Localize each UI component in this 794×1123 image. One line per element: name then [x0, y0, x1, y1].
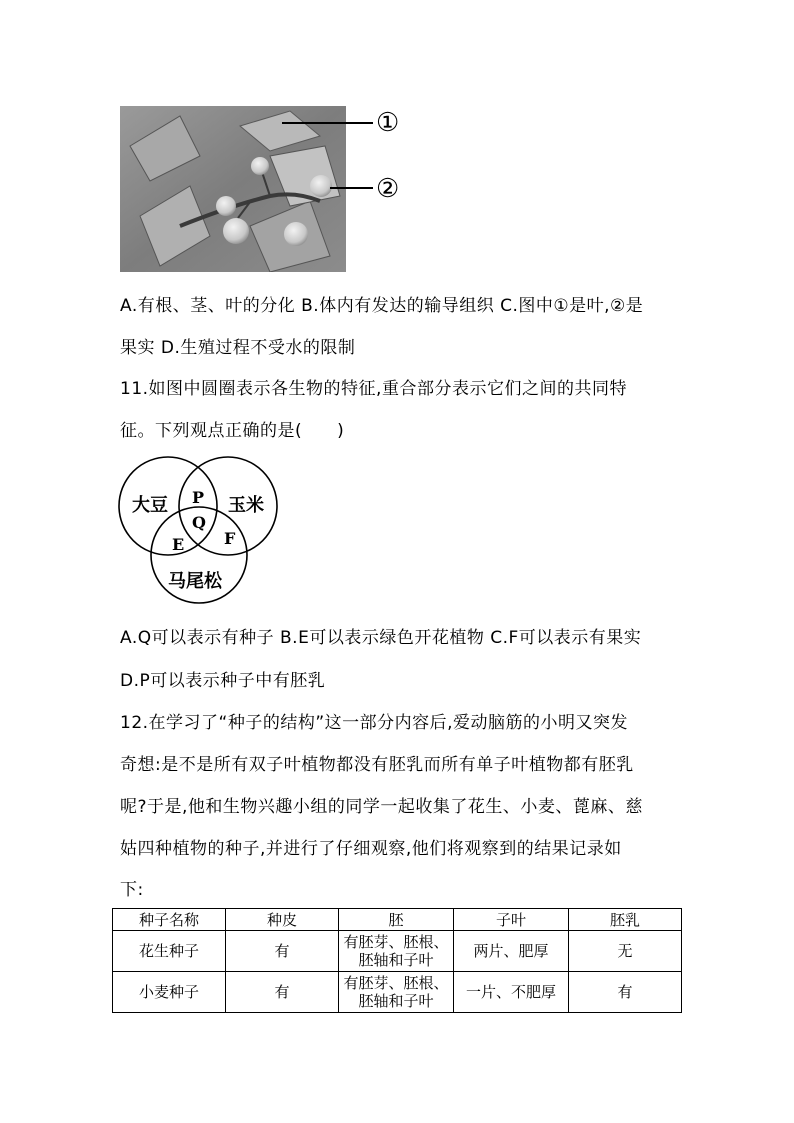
q12-stem-line4: 姑四种植物的种子,并进行了仔细观察,他们将观察到的结果记录如 — [120, 839, 622, 859]
table-row — [113, 972, 682, 1013]
venn-region-q: Q — [192, 513, 206, 532]
venn-label-soybean: 大豆 — [132, 495, 168, 516]
venn-region-f: F — [224, 529, 236, 548]
q12-stem-line2: 奇想:是不是所有双子叶植物都没有胚乳而所有单子叶植物都有胚乳 — [120, 755, 634, 775]
table-cell: 无 — [569, 931, 682, 972]
q11-stem-line2: 征。下列观点正确的是( ) — [120, 421, 345, 441]
venn-region-p: P — [192, 488, 205, 507]
table-header-cell: 种皮 — [226, 909, 339, 931]
q10-options-line1: A.有根、茎、叶的分化 B.体内有发达的输导组织 C.图中①是叶,②是 — [120, 296, 644, 316]
seed-observation-table — [112, 908, 682, 1013]
table-cell: 有胚芽、胚根、胚轴和子叶 — [339, 972, 454, 1013]
label-circle-1: ① — [376, 108, 400, 138]
table-header-row — [113, 909, 682, 931]
q11-stem-line1: 11.如图中圆圈表示各生物的特征,重合部分表示它们之间的共同特 — [120, 379, 627, 399]
q12-stem-line1: 12.在学习了“种子的结构”这一部分内容后,爱动脑筋的小明又突发 — [120, 713, 629, 733]
venn-region-e: E — [172, 535, 185, 554]
q12-stem-line3: 呢?于是,他和生物兴趣小组的同学一起收集了花生、小麦、蓖麻、慈 — [120, 797, 643, 817]
table-header-cell: 胚 — [339, 909, 454, 931]
q12-stem-line5: 下: — [120, 880, 144, 900]
label-circle-2: ② — [376, 174, 400, 204]
venn-label-pine: 马尾松 — [168, 571, 222, 592]
callout-lines — [0, 0, 794, 300]
table-cell: 有 — [226, 931, 339, 972]
table-cell: 有 — [569, 972, 682, 1013]
venn-label-corn: 玉米 — [228, 495, 264, 516]
table-cell: 两片、肥厚 — [454, 931, 569, 972]
table-row — [113, 931, 682, 972]
venn-diagram — [116, 456, 316, 606]
table-cell: 小麦种子 — [113, 972, 226, 1013]
q11-options-line1: A.Q可以表示有种子 B.E可以表示绿色开花植物 C.F可以表示有果实 — [120, 628, 642, 648]
table-cell: 一片、不肥厚 — [454, 972, 569, 1013]
q10-options-line2: 果实 D.生殖过程不受水的限制 — [120, 338, 356, 358]
table-cell: 有 — [226, 972, 339, 1013]
table-cell: 花生种子 — [113, 931, 226, 972]
table-header-cell: 种子名称 — [113, 909, 226, 931]
table-header-cell: 胚乳 — [569, 909, 682, 931]
q11-options-line2: D.P可以表示种子中有胚乳 — [120, 671, 326, 691]
table-header-cell: 子叶 — [454, 909, 569, 931]
table-cell: 有胚芽、胚根、胚轴和子叶 — [339, 931, 454, 972]
